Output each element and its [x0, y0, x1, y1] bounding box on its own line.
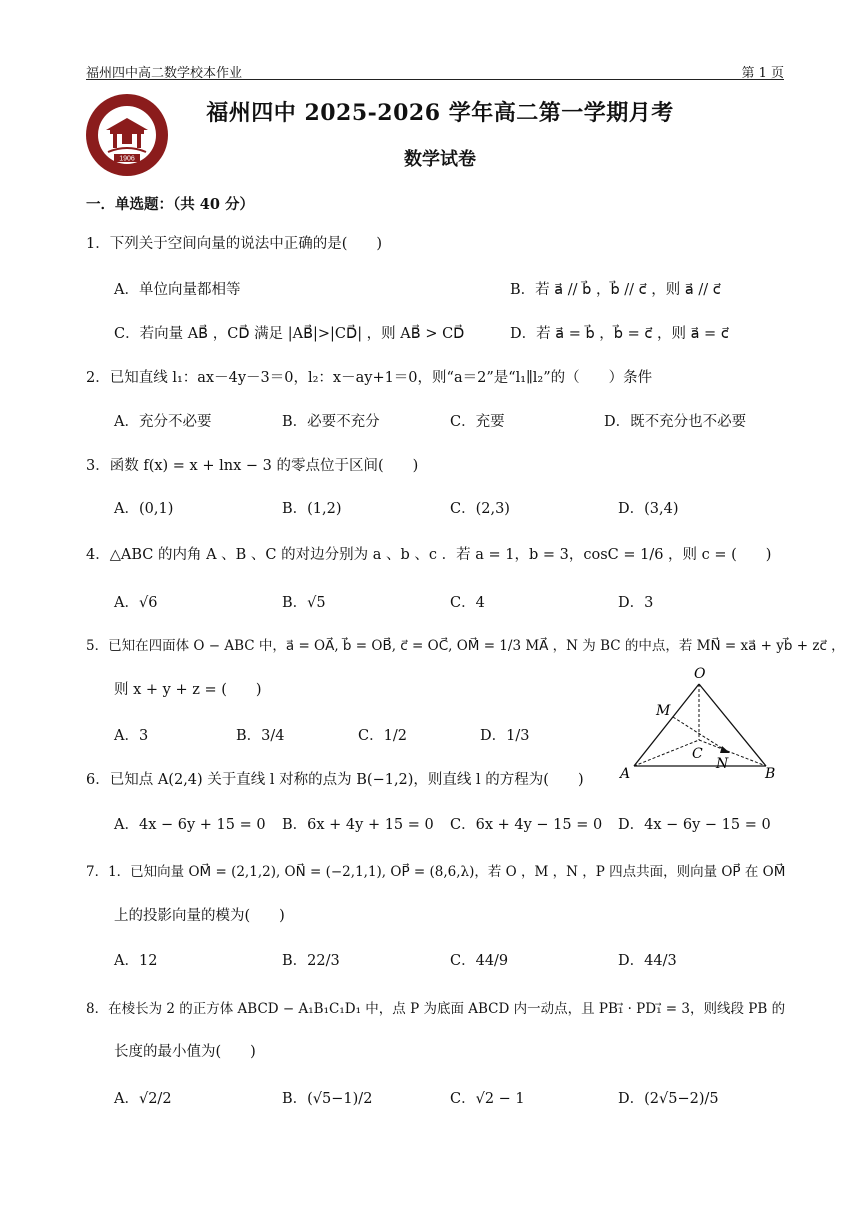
q8-option-a: A．√2/2 [114, 1091, 172, 1107]
tetrahedron-figure [618, 660, 784, 782]
q2-option-a: A．充分不必要 [114, 414, 212, 430]
q3-stem: 3．函数 f(x) = x + lnx − 3 的零点位于区间( ) [86, 458, 419, 474]
q7-option-d: D．44/3 [618, 953, 677, 969]
page-header [86, 62, 784, 80]
q2-option-b: B．必要不充分 [282, 414, 380, 430]
q7-option-a: A．12 [114, 953, 158, 969]
q7-stem-cont: 上的投影向量的模为( ) [114, 908, 285, 924]
q4-option-a: A．√6 [114, 595, 158, 611]
label-b: B [765, 766, 776, 782]
q8-option-c: C．√2 − 1 [450, 1091, 525, 1107]
q3-option-c: C．(2,3) [450, 501, 510, 517]
section-heading: 一．单选题：（共 40 分） [86, 196, 255, 213]
q2-option-d: D．既不充分也不必要 [604, 414, 747, 430]
q7-option-c: C．44/9 [450, 953, 509, 969]
q5-option-a: A．3 [114, 728, 149, 744]
q6-stem: 6．已知点 A(2,4) 关于直线 l 对称的点为 B(−1,2)，则直线 l 的方程为( ) [86, 772, 584, 788]
exam-subtitle: 数学试卷 [404, 149, 476, 170]
exam-title: 福州四中 2025-2026 学年高二第一学期月考 [206, 100, 674, 126]
q3-option-b: B．(1,2) [282, 501, 342, 517]
q5-stem: 5．已知在四面体 O − ABC 中，a⃗ = OA⃗, b⃗ = OB⃗, c⃗ = OC⃗, OM⃗ = 1/3 MA⃗ ，N 为 BC 的中点，若 MN⃗ = xa⃗ + yb⃗ + zc⃗ ， [86, 638, 845, 654]
q8-stem: 8．在棱长为 2 的正方体 ABCD − A₁B₁C₁D₁ 中，点 P 为底面 ABCD 内一动点，且 PB₁⃗ · PD₁⃗ = 3，则线段 PB 的 [86, 1001, 786, 1017]
q3-option-a: A．(0,1) [114, 501, 174, 517]
q3-option-d: D．(3,4) [618, 501, 679, 517]
q8-stem-cont: 长度的最小值为( ) [114, 1044, 256, 1060]
school-logo [84, 92, 170, 178]
q1-option-a: A．单位向量都相等 [114, 282, 241, 298]
q6-option-b: B．6x + 4y + 15 = 0 [282, 817, 434, 833]
header-left: 福州四中高二数学校本作业 [86, 66, 243, 81]
q6-option-c: C．6x + 4y − 15 = 0 [450, 817, 603, 833]
q5-option-b: B．3/4 [236, 728, 285, 744]
label-a: A [620, 766, 631, 782]
q2-option-c: C．充要 [450, 414, 505, 430]
header-right: 第 1 页 [741, 66, 784, 81]
q7-stem: 7．1．已知向量 OM⃗ = (2,1,2), ON⃗ = (−2,1,1), OP⃗ = (8,6,λ)，若 O ，M ，N ，P 四点共面，则向量 OP⃗ 在 OM⃗ [86, 864, 786, 880]
q7-option-b: B．22/3 [282, 953, 340, 969]
label-n: N [716, 756, 729, 772]
q2-stem: 2．已知直线 l₁：ax－4y－3＝0，l₂：x－ay+1＝0，则“a＝2”是“l₁∥l₂”的（ ）条件 [86, 370, 653, 386]
q5-stem-cont: 则 x + y + z = ( ) [114, 682, 262, 698]
q8-option-b: B．(√5−1)/2 [282, 1091, 373, 1107]
label-c: C [692, 746, 703, 762]
q4-stem: 4．△ABC 的内角 A 、B 、C 的对边分别为 a 、b 、c ．若 a = 1，b = 3，cosC = 1/6 ，则 c = ( ) [86, 547, 772, 563]
q1-option-b: B．若 a⃗ // b⃗ ，b⃗ // c⃗ ，则 a⃗ // c⃗ [510, 282, 721, 298]
label-o: O [694, 666, 706, 682]
q8-option-d: D．(2√5−2)/5 [618, 1091, 719, 1107]
q4-option-c: C．4 [450, 595, 485, 611]
q4-option-d: D．3 [618, 595, 654, 611]
q1-option-d: D．若 a⃗ = b⃗ ，b⃗ = c⃗ ，则 a⃗ = c⃗ [510, 326, 729, 342]
q5-option-d: D．1/3 [480, 728, 530, 744]
header-rule [86, 79, 784, 80]
q1-option-c: C．若向量 AB⃗ ，CD⃗ 满足 |AB⃗|>|CD⃗| ，则 AB⃗ > CD⃗ [114, 326, 465, 342]
q6-option-a: A．4x − 6y + 15 = 0 [114, 817, 266, 833]
logo-year: 1906 [119, 155, 135, 163]
label-m: M [656, 703, 671, 719]
q5-option-c: C．1/2 [358, 728, 407, 744]
q4-option-b: B．√5 [282, 595, 326, 611]
q6-option-d: D．4x − 6y − 15 = 0 [618, 817, 771, 833]
q1-stem: 1．下列关于空间向量的说法中正确的是( ) [86, 236, 383, 252]
